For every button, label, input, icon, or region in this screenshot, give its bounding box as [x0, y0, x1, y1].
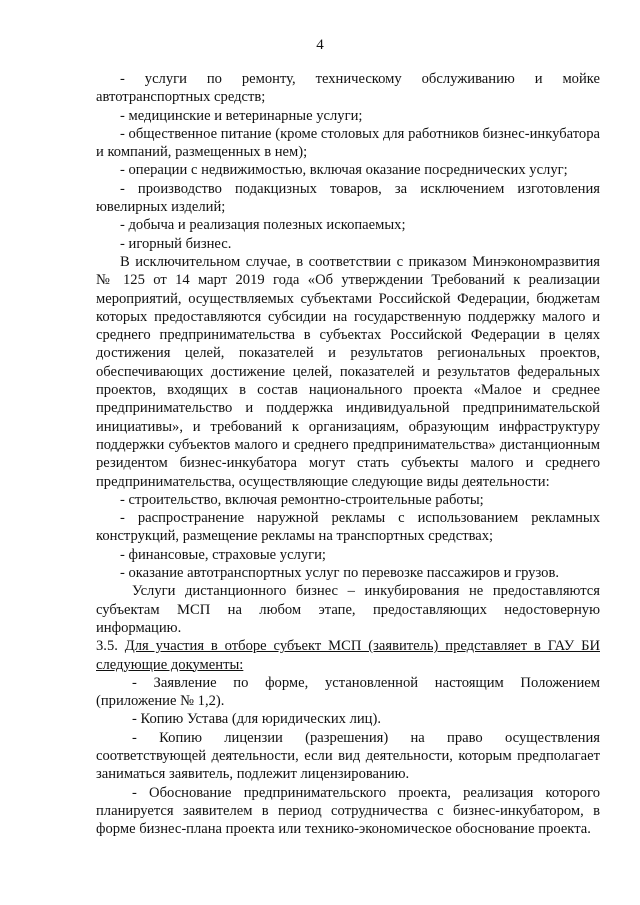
- section-number: 3.5.: [96, 638, 118, 655]
- document-body: [96, 70, 600, 838]
- list-item: - добыча и реализация полезных ископаемых;: [120, 217, 406, 234]
- list-item: - оказание автотранспортных услуг по перевозке пассажиров и грузов.: [120, 565, 559, 582]
- list-item: - Обоснование предпринимательского проекта, реализация которого планируется заявителем в период сотрудничества с бизнес-инкубатором, в форме бизнес-плана проекта или технико-экономическое обоснование проекта.: [96, 784, 600, 838]
- section-heading-text: Для участия в отборе субъект МСП (заявитель) представляет в ГАУ БИ следующие документы:: [96, 638, 600, 673]
- list-item: - услуги по ремонту, техническому обслуживанию и мойке автотранспортных средств;: [96, 71, 600, 106]
- list-item: - строительство, включая ремонтно-строительные работы;: [120, 491, 484, 508]
- list-item: - игорный бизнес.: [120, 235, 232, 252]
- list-item: - Копию лицензии (разрешения) на право осуществления соответствующей деятельности, если вид деятельности, которым предполагает заниматься заявитель, подлежит лицензированию.: [96, 729, 600, 783]
- paragraph: Услуги дистанционного бизнес – инкубирования не предоставляются субъектам МСП на любом этапе, предоставляющих недостоверную информацию.: [96, 583, 600, 636]
- list-item: - Копию Устава (для юридических лиц).: [132, 711, 381, 728]
- list-item: - производство подакцизных товаров, за исключением изготовления ювелирных изделий;: [96, 180, 600, 216]
- list-item: - финансовые, страховые услуги;: [120, 546, 326, 563]
- list-item: - общественное питание (кроме столовых для работников бизнес-инкубатора и компаний, размещенных в нем);: [96, 125, 600, 161]
- paragraph: В исключительном случае, в соответствии с приказом Минэкономразвития № 125 от 14 март 2019 года «Об утверждении Требований к реализации мероприятий, осуществляемых субъектами Российской Федерации, бюджетам которых предоставляются субсидии на государственную поддержку малого и среднего предпринимательства в субъектах Российской Федерации в целях достижения целей, показателей и результатов региональных проектов, обеспечивающих достижение целей, показателей и результатов федеральных проектов, входящих в состав национального проекта «Малое и среднее предпринимательство и поддержка индивидуальной предпринимательской инициативы», и требований к организациям, образующим инфраструктуру поддержки субъектов малого и среднего предпринимательства» дистанционным резидентом бизнес-инкубатора могут стать субъекты малого и среднего предпринимательства, осуществляющие следующие виды деятельности:: [96, 253, 600, 490]
- list-item: - Заявление по форме, установленной настоящим Положением (приложение № 1,2).: [96, 674, 600, 710]
- page-number: 4: [316, 37, 324, 53]
- list-item: - распространение наружной рекламы с использованием рекламных конструкций, размещение рекламы на транспортных средствах;: [96, 510, 600, 545]
- section-heading: [96, 637, 600, 674]
- list-item: - операции с недвижимостью, включая оказание посреднических услуг;: [120, 162, 568, 179]
- list-item: - медицинские и ветеринарные услуги;: [120, 107, 363, 124]
